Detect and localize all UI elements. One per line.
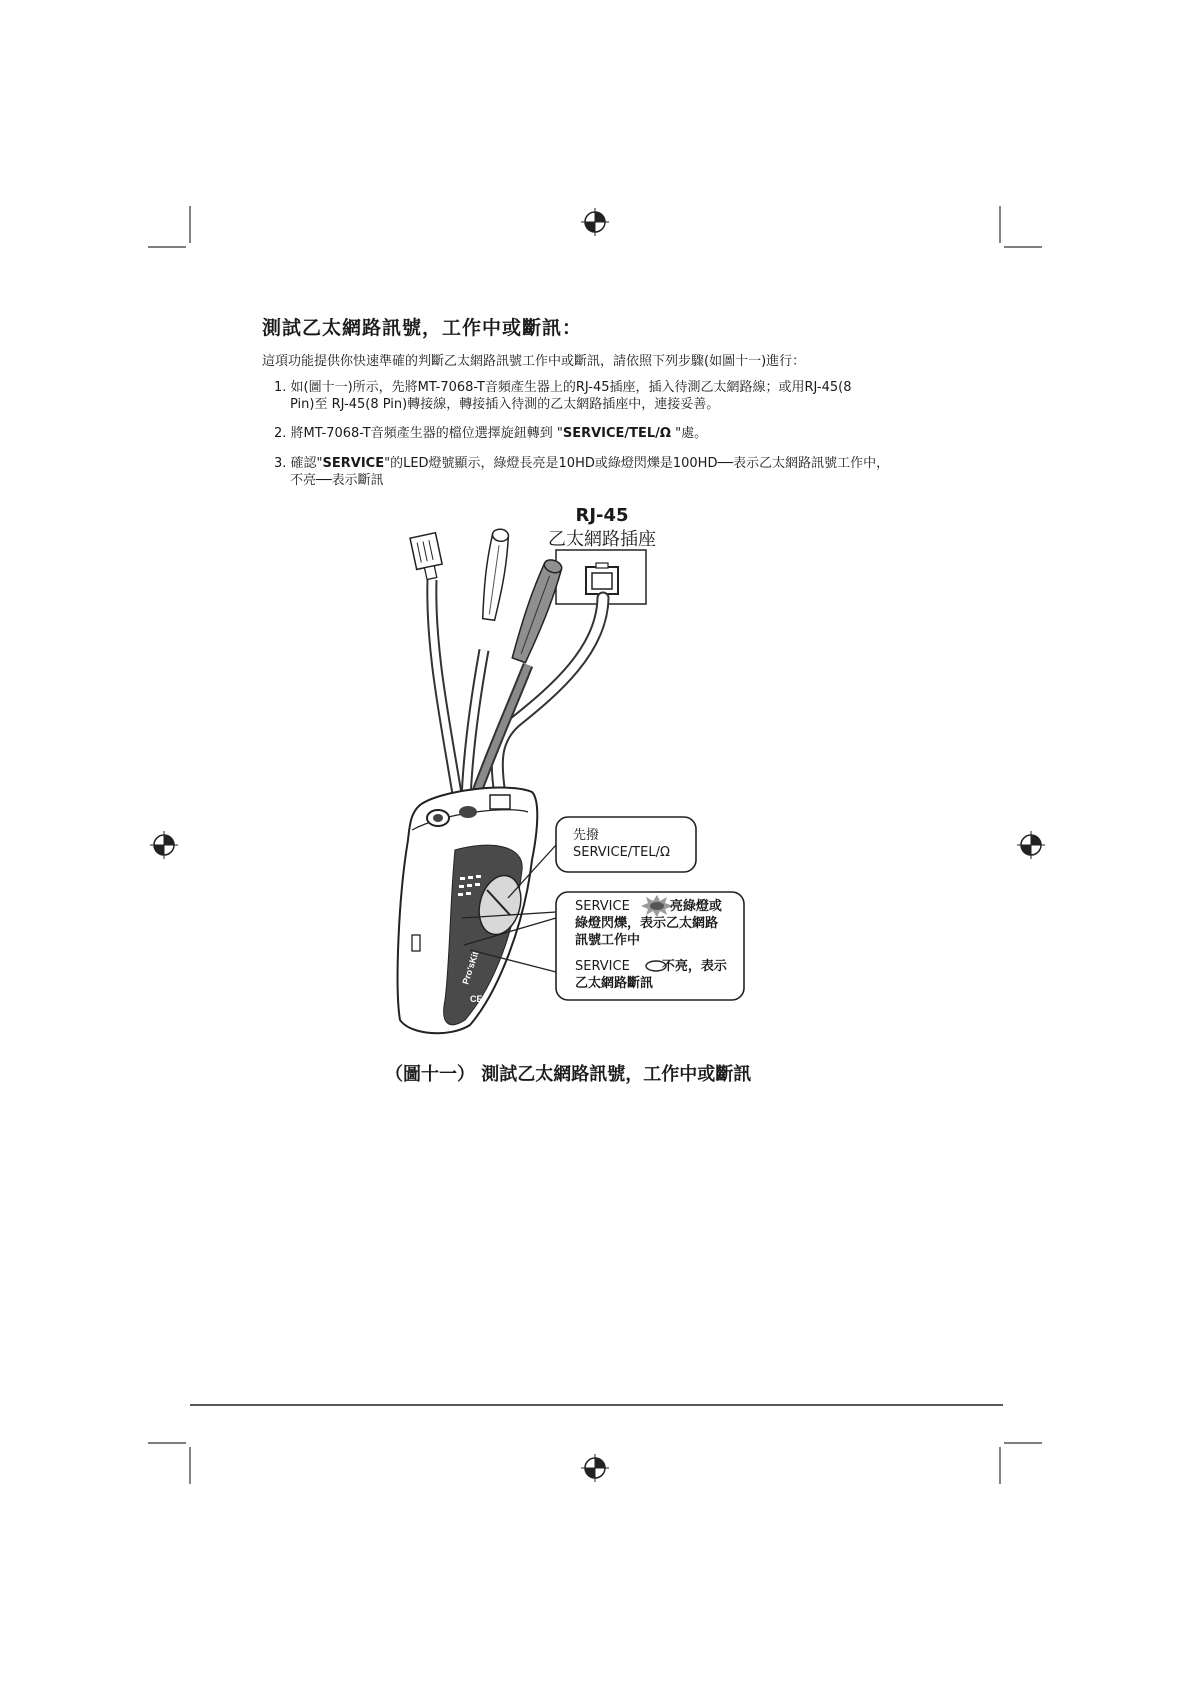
- device-ce-mark: CE: [470, 994, 483, 1004]
- callout-switch-text: [573, 827, 670, 861]
- registration-mark-left: [150, 831, 178, 859]
- registration-mark-right: [1017, 831, 1045, 859]
- callout-switch-line-1: 先撥: [573, 828, 600, 843]
- callout-off-label: SERVICE: [575, 959, 630, 974]
- step-2-pre: 2. 將MT-7068-T音頻產生器的檔位選擇旋鈕轉到 ": [274, 426, 563, 441]
- callout-status-on: [575, 898, 722, 949]
- step-3: [274, 455, 889, 489]
- step-3-post: "的LED燈號顯示，綠燈長亮是10HD或綠燈閃爍是100HD──表示乙太網路訊號工作中，: [384, 456, 890, 471]
- intro-paragraph: 這項功能提供你快速準確的判斷乙太網路訊號工作中或斷訊，請依照下列步驟(如圖十一)進行：: [262, 354, 806, 369]
- alligator-clip-white: [479, 528, 510, 621]
- callout-on-label: SERVICE: [575, 899, 630, 914]
- callout-switch-line-2: SERVICE/TEL/Ω: [573, 845, 670, 860]
- step-1-line-1: 1. 如(圖十一)所示，先將MT-7068-T音頻產生器上的RJ-45插座，插入待測乙太網路線；或用RJ-45(8: [274, 380, 852, 395]
- step-1-line-2: Pin)至 RJ-45(8 Pin)轉接線，轉接插入待測的乙太網路插座中，連接妥善。: [290, 397, 720, 412]
- cables: [432, 580, 603, 800]
- registration-mark-bottom: [581, 1454, 609, 1482]
- step-2: [274, 425, 707, 442]
- callout-on-line-3: 訊號工作中: [575, 933, 641, 948]
- callout-status-off: [575, 958, 727, 992]
- figure-caption: （圖十一） 測試乙太網路訊號，工作中或斷訊: [385, 1064, 752, 1085]
- callout-on-text: 亮綠燈或: [669, 899, 722, 914]
- rj45-title: RJ-45: [575, 505, 629, 526]
- step-3-bold: SERVICE: [322, 456, 385, 471]
- step-1: [274, 379, 851, 413]
- rj45-plug-illustration: [410, 533, 445, 581]
- callout-off-line-2: 乙太網路斷訊: [575, 976, 654, 991]
- device-brand: Pro'sKit: [460, 950, 481, 986]
- tester-device-illustration: [398, 788, 538, 1034]
- step-2-post: "處。: [670, 426, 708, 441]
- callout-off-text: 不亮，表示: [661, 959, 727, 974]
- step-3-line-2: 不亮──表示斷訊: [290, 473, 384, 488]
- step-2-bold: SERVICE/TEL/Ω: [562, 426, 671, 441]
- section-heading: 測試乙太網路訊號，工作中或斷訊：: [262, 317, 583, 339]
- callout-on-line-2: 綠燈閃爍，表示乙太網路: [575, 916, 719, 931]
- registration-mark-top: [581, 208, 609, 236]
- rj45-subtitle: 乙太網路插座: [548, 529, 656, 550]
- step-3-pre: 3. 確認": [274, 456, 323, 471]
- alligator-clip-red: [509, 557, 565, 664]
